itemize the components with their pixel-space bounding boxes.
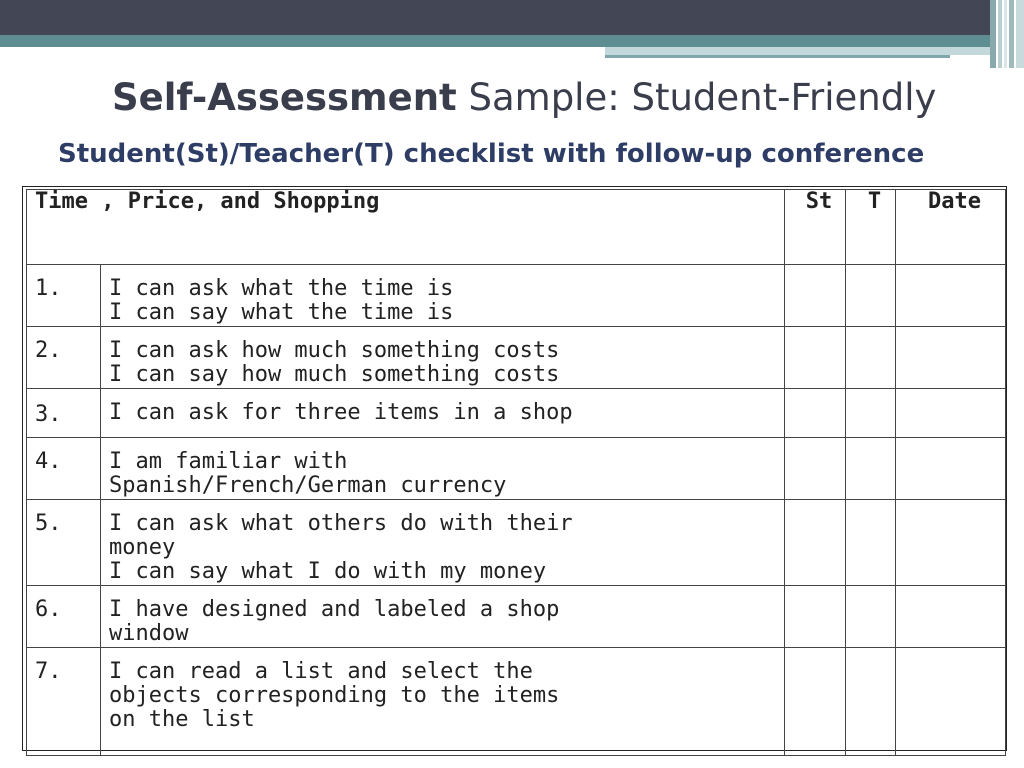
item-statement-line: window xyxy=(109,621,189,646)
item-number: 7. xyxy=(27,648,101,756)
item-number: 4. xyxy=(27,438,101,500)
item-statement xyxy=(101,438,785,500)
t-check-cell[interactable] xyxy=(846,389,896,438)
header-teal-bar xyxy=(0,35,990,47)
section-heading: Time , Price, and Shopping xyxy=(27,190,785,265)
item-statement xyxy=(101,265,785,327)
column-header-t: T xyxy=(846,190,896,265)
checklist-table xyxy=(26,189,1006,756)
item-number: 3. xyxy=(27,389,101,438)
t-check-cell[interactable] xyxy=(846,648,896,756)
item-statement-line: I can say how much something costs xyxy=(109,362,560,387)
t-check-cell[interactable] xyxy=(846,586,896,648)
table-header-row xyxy=(27,190,1006,265)
table-row xyxy=(27,265,1006,327)
item-number: 6. xyxy=(27,586,101,648)
t-check-cell[interactable] xyxy=(846,265,896,327)
table-row xyxy=(27,586,1006,648)
st-check-cell[interactable] xyxy=(785,648,846,756)
item-statement-line: I have designed and labeled a shop xyxy=(109,597,560,622)
date-cell[interactable] xyxy=(896,327,1006,389)
st-check-cell[interactable] xyxy=(785,500,846,586)
item-statement-line: I can say what the time is xyxy=(109,300,454,325)
item-statement-line: on the list xyxy=(109,707,255,732)
table-row xyxy=(27,327,1006,389)
item-statement-line: I can ask for three items in a shop xyxy=(109,400,573,425)
item-statement-line: I can ask how much something costs xyxy=(109,338,560,363)
item-statement xyxy=(101,500,785,586)
st-check-cell[interactable] xyxy=(785,438,846,500)
t-check-cell[interactable] xyxy=(846,500,896,586)
page-title xyxy=(112,76,936,119)
item-statement-line: I am familiar with xyxy=(109,449,348,474)
header-thin-bar xyxy=(605,55,950,58)
item-number: 5. xyxy=(27,500,101,586)
item-statement-line: objects corresponding to the items xyxy=(109,683,560,708)
item-statement-line: I can ask what others do with their xyxy=(109,511,573,536)
header-dark-bar xyxy=(0,0,990,35)
item-statement-line: I can ask what the time is xyxy=(109,276,454,301)
item-statement xyxy=(101,648,785,756)
st-check-cell[interactable] xyxy=(785,327,846,389)
item-number: 2. xyxy=(27,327,101,389)
date-cell[interactable] xyxy=(896,265,1006,327)
st-check-cell[interactable] xyxy=(785,265,846,327)
item-statement xyxy=(101,389,785,438)
table-row xyxy=(27,438,1006,500)
item-statement xyxy=(101,327,785,389)
header-light-bar xyxy=(605,47,990,55)
date-cell[interactable] xyxy=(896,500,1006,586)
item-number: 1. xyxy=(27,265,101,327)
date-cell[interactable] xyxy=(896,438,1006,500)
table-row xyxy=(27,389,1006,438)
checklist-table-frame xyxy=(22,186,1007,751)
date-cell[interactable] xyxy=(896,586,1006,648)
page-subtitle: Student(St)/Teacher(T) checklist with follow-up conference xyxy=(58,139,925,169)
item-statement-line: I can say what I do with my money xyxy=(109,559,547,584)
date-cell[interactable] xyxy=(896,389,1006,438)
column-header-date: Date xyxy=(896,190,1006,265)
item-statement-line: I can read a list and select the xyxy=(109,659,533,684)
column-header-st: St xyxy=(785,190,846,265)
title-bold: Self-Assessment xyxy=(112,76,457,119)
t-check-cell[interactable] xyxy=(846,327,896,389)
st-check-cell[interactable] xyxy=(785,586,846,648)
date-cell[interactable] xyxy=(896,648,1006,756)
table-row xyxy=(27,648,1006,756)
t-check-cell[interactable] xyxy=(846,438,896,500)
item-statement xyxy=(101,586,785,648)
item-statement-line: money xyxy=(109,535,176,560)
st-check-cell[interactable] xyxy=(785,389,846,438)
item-statement-line: Spanish/French/German currency xyxy=(109,473,507,498)
table-row xyxy=(27,500,1006,586)
title-rest: Sample: Student-Friendly xyxy=(456,76,937,119)
